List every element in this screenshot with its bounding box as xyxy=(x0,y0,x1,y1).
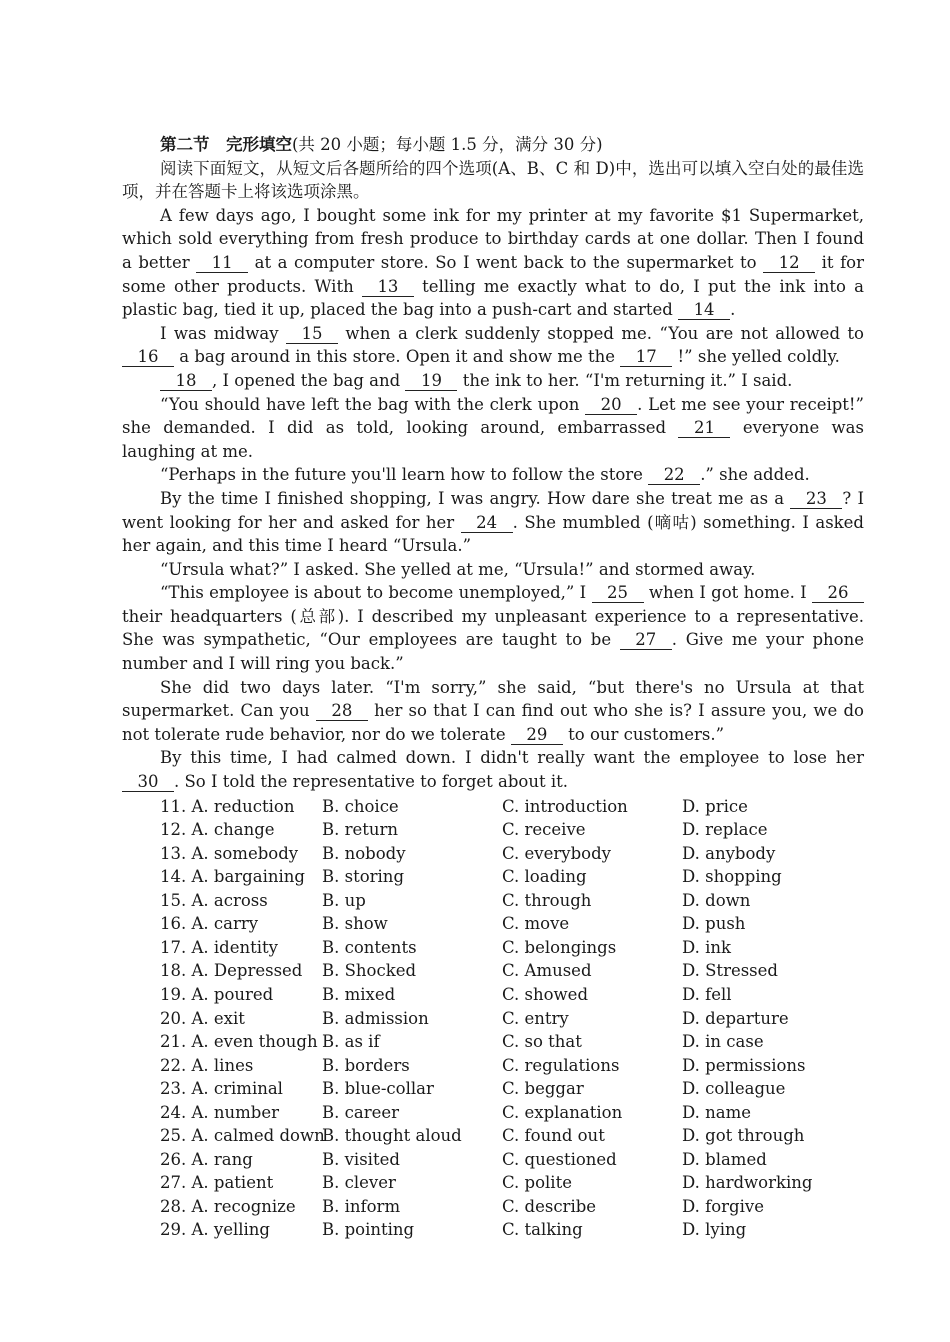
option-row xyxy=(160,1195,864,1219)
option-a: 22. A. lines xyxy=(160,1055,254,1075)
answer-options xyxy=(160,795,864,1242)
option-a: 17. A. identity xyxy=(160,937,278,957)
cloze-blank-23: 23 xyxy=(790,489,842,509)
passage-text: her so that I can find out who she is? I assure you, we do not tolerate rude behavior, nor do we tolerate xyxy=(122,701,864,744)
passage-paragraph xyxy=(122,581,864,675)
option-c: C. polite xyxy=(502,1173,572,1193)
passage-text: . Give me your phone number and I will ring you back.” xyxy=(122,630,864,674)
cloze-blank-11: 11 xyxy=(196,253,248,273)
cloze-blank-27: 27 xyxy=(620,630,672,650)
instructions: 阅读下面短文，从短文后各题所给的四个选项(A、B、C 和 D)中，选出可以填入空白处的最佳选项，并在答题卡上将该选项涂黑。 xyxy=(122,158,864,202)
option-c: C. move xyxy=(502,914,570,934)
option-d: D. departure xyxy=(682,1008,789,1028)
cloze-blank-17: 17 xyxy=(620,347,672,367)
option-row xyxy=(160,1124,864,1148)
option-c: C. receive xyxy=(502,820,586,840)
option-b: B. storing xyxy=(322,867,405,887)
cloze-blank-16: 16 xyxy=(122,347,174,367)
passage-paragraph xyxy=(122,393,864,464)
passage-paragraph xyxy=(122,676,864,747)
option-d: D. colleague xyxy=(682,1079,786,1099)
passage-text: everyone was laughing at me. xyxy=(122,418,864,461)
passage-text: .” she added. xyxy=(700,465,810,485)
option-d: D. blamed xyxy=(682,1149,767,1169)
option-row xyxy=(160,1007,864,1031)
option-a: 16. A. carry xyxy=(160,914,259,934)
passage-paragraph xyxy=(122,487,864,558)
option-b: B. up xyxy=(322,890,366,910)
option-row xyxy=(160,1054,864,1078)
option-a: 24. A. number xyxy=(160,1102,280,1122)
option-d: D. push xyxy=(682,914,746,934)
option-a: 15. A. across xyxy=(160,890,268,910)
option-row xyxy=(160,865,864,889)
option-row xyxy=(160,1077,864,1101)
option-b: B. show xyxy=(322,914,388,934)
option-b: B. career xyxy=(322,1102,399,1122)
option-c: C. introduction xyxy=(502,796,628,816)
passage-text: , I opened the bag and xyxy=(212,370,406,390)
cloze-blank-18: 18 xyxy=(160,371,212,391)
cloze-blank-25: 25 xyxy=(592,583,644,603)
passage-text: ? I went looking for her and asked for her xyxy=(122,488,865,532)
option-d: D. Stressed xyxy=(682,961,778,981)
option-a: 11. A. reduction xyxy=(160,796,295,816)
passage-paragraph xyxy=(122,558,864,582)
option-row xyxy=(160,842,864,866)
cloze-blank-24: 24 xyxy=(461,513,513,533)
passage-text: A few days ago, I bought some ink for my printer at my favorite $1 Supermarket, which sold everything from fresh produce to birthday cards at one dollar. Then I found a better xyxy=(122,205,864,272)
option-d: D. replace xyxy=(682,820,768,840)
section-heading-rule: (共 20 小题；每小题 1.5 分，满分 30 分) xyxy=(292,135,603,154)
passage-paragraph xyxy=(122,204,864,322)
option-a: 23. A. criminal xyxy=(160,1079,283,1099)
cloze-blank-29: 29 xyxy=(511,725,563,745)
option-b: B. thought aloud xyxy=(322,1126,462,1146)
cloze-blank-12: 12 xyxy=(763,253,815,273)
option-d: D. forgive xyxy=(682,1196,764,1216)
option-b: B. as if xyxy=(322,1032,380,1052)
option-d: D. price xyxy=(682,796,748,816)
passage-text: I was midway xyxy=(160,323,286,343)
option-d: D. lying xyxy=(682,1220,747,1240)
option-d: D. hardworking xyxy=(682,1173,813,1193)
option-row xyxy=(160,818,864,842)
passage-text: “You should have left the bag with the clerk upon xyxy=(160,394,586,414)
passage-paragraph xyxy=(122,463,864,487)
passage-text: a bag around in this store. Open it and show me the xyxy=(174,347,621,367)
option-a: 20. A. exit xyxy=(160,1008,245,1028)
passage-text: By this time, I had calmed down. I didn't really want the employee to lose her xyxy=(160,748,864,768)
option-d: D. ink xyxy=(682,937,732,957)
passage-text: the ink to her. “I'm returning it.” I said. xyxy=(457,370,793,390)
option-c: C. showed xyxy=(502,985,589,1004)
option-c: C. explanation xyxy=(502,1102,623,1122)
passage-text: their headquarters (总部). I described my unpleasant experience to a representative. She was sympathetic, “Our employees are taught to be xyxy=(122,606,864,650)
passage-text: !” she yelled coldly. xyxy=(672,347,840,367)
option-row xyxy=(160,983,864,1007)
passage-text: By the time I finished shopping, I was angry. How dare she treat me as a xyxy=(160,488,791,508)
section-heading xyxy=(160,133,864,157)
cloze-blank-13: 13 xyxy=(362,277,414,297)
option-c: C. entry xyxy=(502,1008,569,1028)
option-b: B. inform xyxy=(322,1196,401,1216)
passage-paragraph xyxy=(122,322,864,369)
passage-text: “Perhaps in the future you'll learn how to follow the store xyxy=(160,465,649,485)
option-d: D. anybody xyxy=(682,843,776,863)
option-c: C. through xyxy=(502,890,592,910)
section-heading-title: 第二节 完形填空 xyxy=(160,135,292,154)
option-a: 13. A. somebody xyxy=(160,843,299,863)
option-b: B. contents xyxy=(322,937,417,957)
option-d: D. shopping xyxy=(682,867,782,887)
option-row xyxy=(160,959,864,983)
option-a: 19. A. poured xyxy=(160,985,274,1004)
option-c: C. loading xyxy=(502,867,587,887)
option-d: D. name xyxy=(682,1102,752,1122)
option-c: C. everybody xyxy=(502,843,611,863)
cloze-blank-15: 15 xyxy=(286,324,338,344)
cloze-blank-30: 30 xyxy=(122,772,174,792)
cloze-blank-22: 22 xyxy=(648,465,700,485)
option-a: 25. A. calmed down xyxy=(160,1126,325,1146)
option-row xyxy=(160,1101,864,1125)
option-b: B. return xyxy=(322,820,399,840)
option-row xyxy=(160,936,864,960)
passage-text: . So I told the representative to forget about it. xyxy=(174,772,569,792)
option-b: B. blue-collar xyxy=(322,1079,434,1099)
option-a: 14. A. bargaining xyxy=(160,867,305,887)
option-d: D. permissions xyxy=(682,1055,806,1075)
option-b: B. clever xyxy=(322,1173,396,1193)
passage-text: She did two days later. “I'm sorry,” she said, “but there's no Ursula at that supermarket. Can you xyxy=(122,677,864,721)
option-c: C. beggar xyxy=(502,1079,584,1099)
passage-text: when a clerk suddenly stopped me. “You are not allowed to xyxy=(337,323,864,343)
option-d: D. fell xyxy=(682,985,732,1004)
option-row xyxy=(160,1148,864,1172)
passage-text: at a computer store. So I went back to the supermarket to xyxy=(248,252,764,272)
option-row xyxy=(160,1171,864,1195)
option-a: 28. A. recognize xyxy=(160,1196,296,1216)
passage-text: “This employee is about to become unemployed,” I xyxy=(160,583,592,603)
cloze-blank-14: 14 xyxy=(678,300,730,320)
exam-page xyxy=(122,133,864,1242)
option-c: C. Amused xyxy=(502,961,592,981)
passage-text: it for some other products. With xyxy=(122,252,864,296)
option-row xyxy=(160,1218,864,1242)
passage-text: telling me exactly what to do, I put the ink into a plastic bag, tied it up, placed the bag into a push-cart and started xyxy=(122,276,864,320)
option-d: D. got through xyxy=(682,1126,805,1146)
option-a: 29. A. yelling xyxy=(160,1220,270,1240)
cloze-blank-26: 26 xyxy=(812,583,864,603)
option-a: 21. A. even though xyxy=(160,1032,318,1052)
passage-text: when I got home. I xyxy=(643,583,812,603)
option-c: C. so that xyxy=(502,1032,582,1052)
option-row xyxy=(160,912,864,936)
option-b: B. borders xyxy=(322,1055,410,1075)
option-b: B. Shocked xyxy=(322,961,417,981)
option-b: B. admission xyxy=(322,1008,429,1028)
passage-text: “Ursula what?” I asked. She yelled at me, “Ursula!” and stormed away. xyxy=(160,559,756,579)
cloze-blank-19: 19 xyxy=(405,371,457,391)
option-c: C. found out xyxy=(502,1126,605,1146)
option-row xyxy=(160,795,864,819)
option-c: C. talking xyxy=(502,1220,583,1240)
passage-text: . xyxy=(730,300,736,320)
option-c: C. belongings xyxy=(502,937,617,957)
cloze-blank-21: 21 xyxy=(678,418,730,438)
option-a: 27. A. patient xyxy=(160,1173,274,1193)
option-b: B. nobody xyxy=(322,843,406,863)
option-b: B. choice xyxy=(322,796,399,816)
passage-text: . Let me see your receipt!” she demanded. I did as told, looking around, embarrassed xyxy=(122,394,864,438)
passage-paragraph xyxy=(122,746,864,793)
option-c: C. describe xyxy=(502,1196,597,1216)
option-c: C. regulations xyxy=(502,1055,620,1075)
option-c: C. questioned xyxy=(502,1149,617,1169)
option-row xyxy=(160,889,864,913)
option-a: 12. A. change xyxy=(160,820,275,840)
cloze-blank-28: 28 xyxy=(316,701,368,721)
option-row xyxy=(160,1030,864,1054)
option-d: D. down xyxy=(682,890,751,910)
passage-paragraph xyxy=(122,369,864,393)
passage-text: . She mumbled (嘀咕) something. I asked her again, and this time I heard “Ursula.” xyxy=(122,512,864,556)
cloze-passage xyxy=(122,204,864,794)
option-d: D. in case xyxy=(682,1032,764,1052)
option-b: B. mixed xyxy=(322,985,396,1004)
passage-text: to our customers.” xyxy=(562,724,725,744)
option-b: B. pointing xyxy=(322,1220,415,1240)
option-a: 18. A. Depressed xyxy=(160,961,303,981)
cloze-blank-20: 20 xyxy=(585,395,637,415)
option-a: 26. A. rang xyxy=(160,1149,253,1169)
option-b: B. visited xyxy=(322,1149,400,1169)
